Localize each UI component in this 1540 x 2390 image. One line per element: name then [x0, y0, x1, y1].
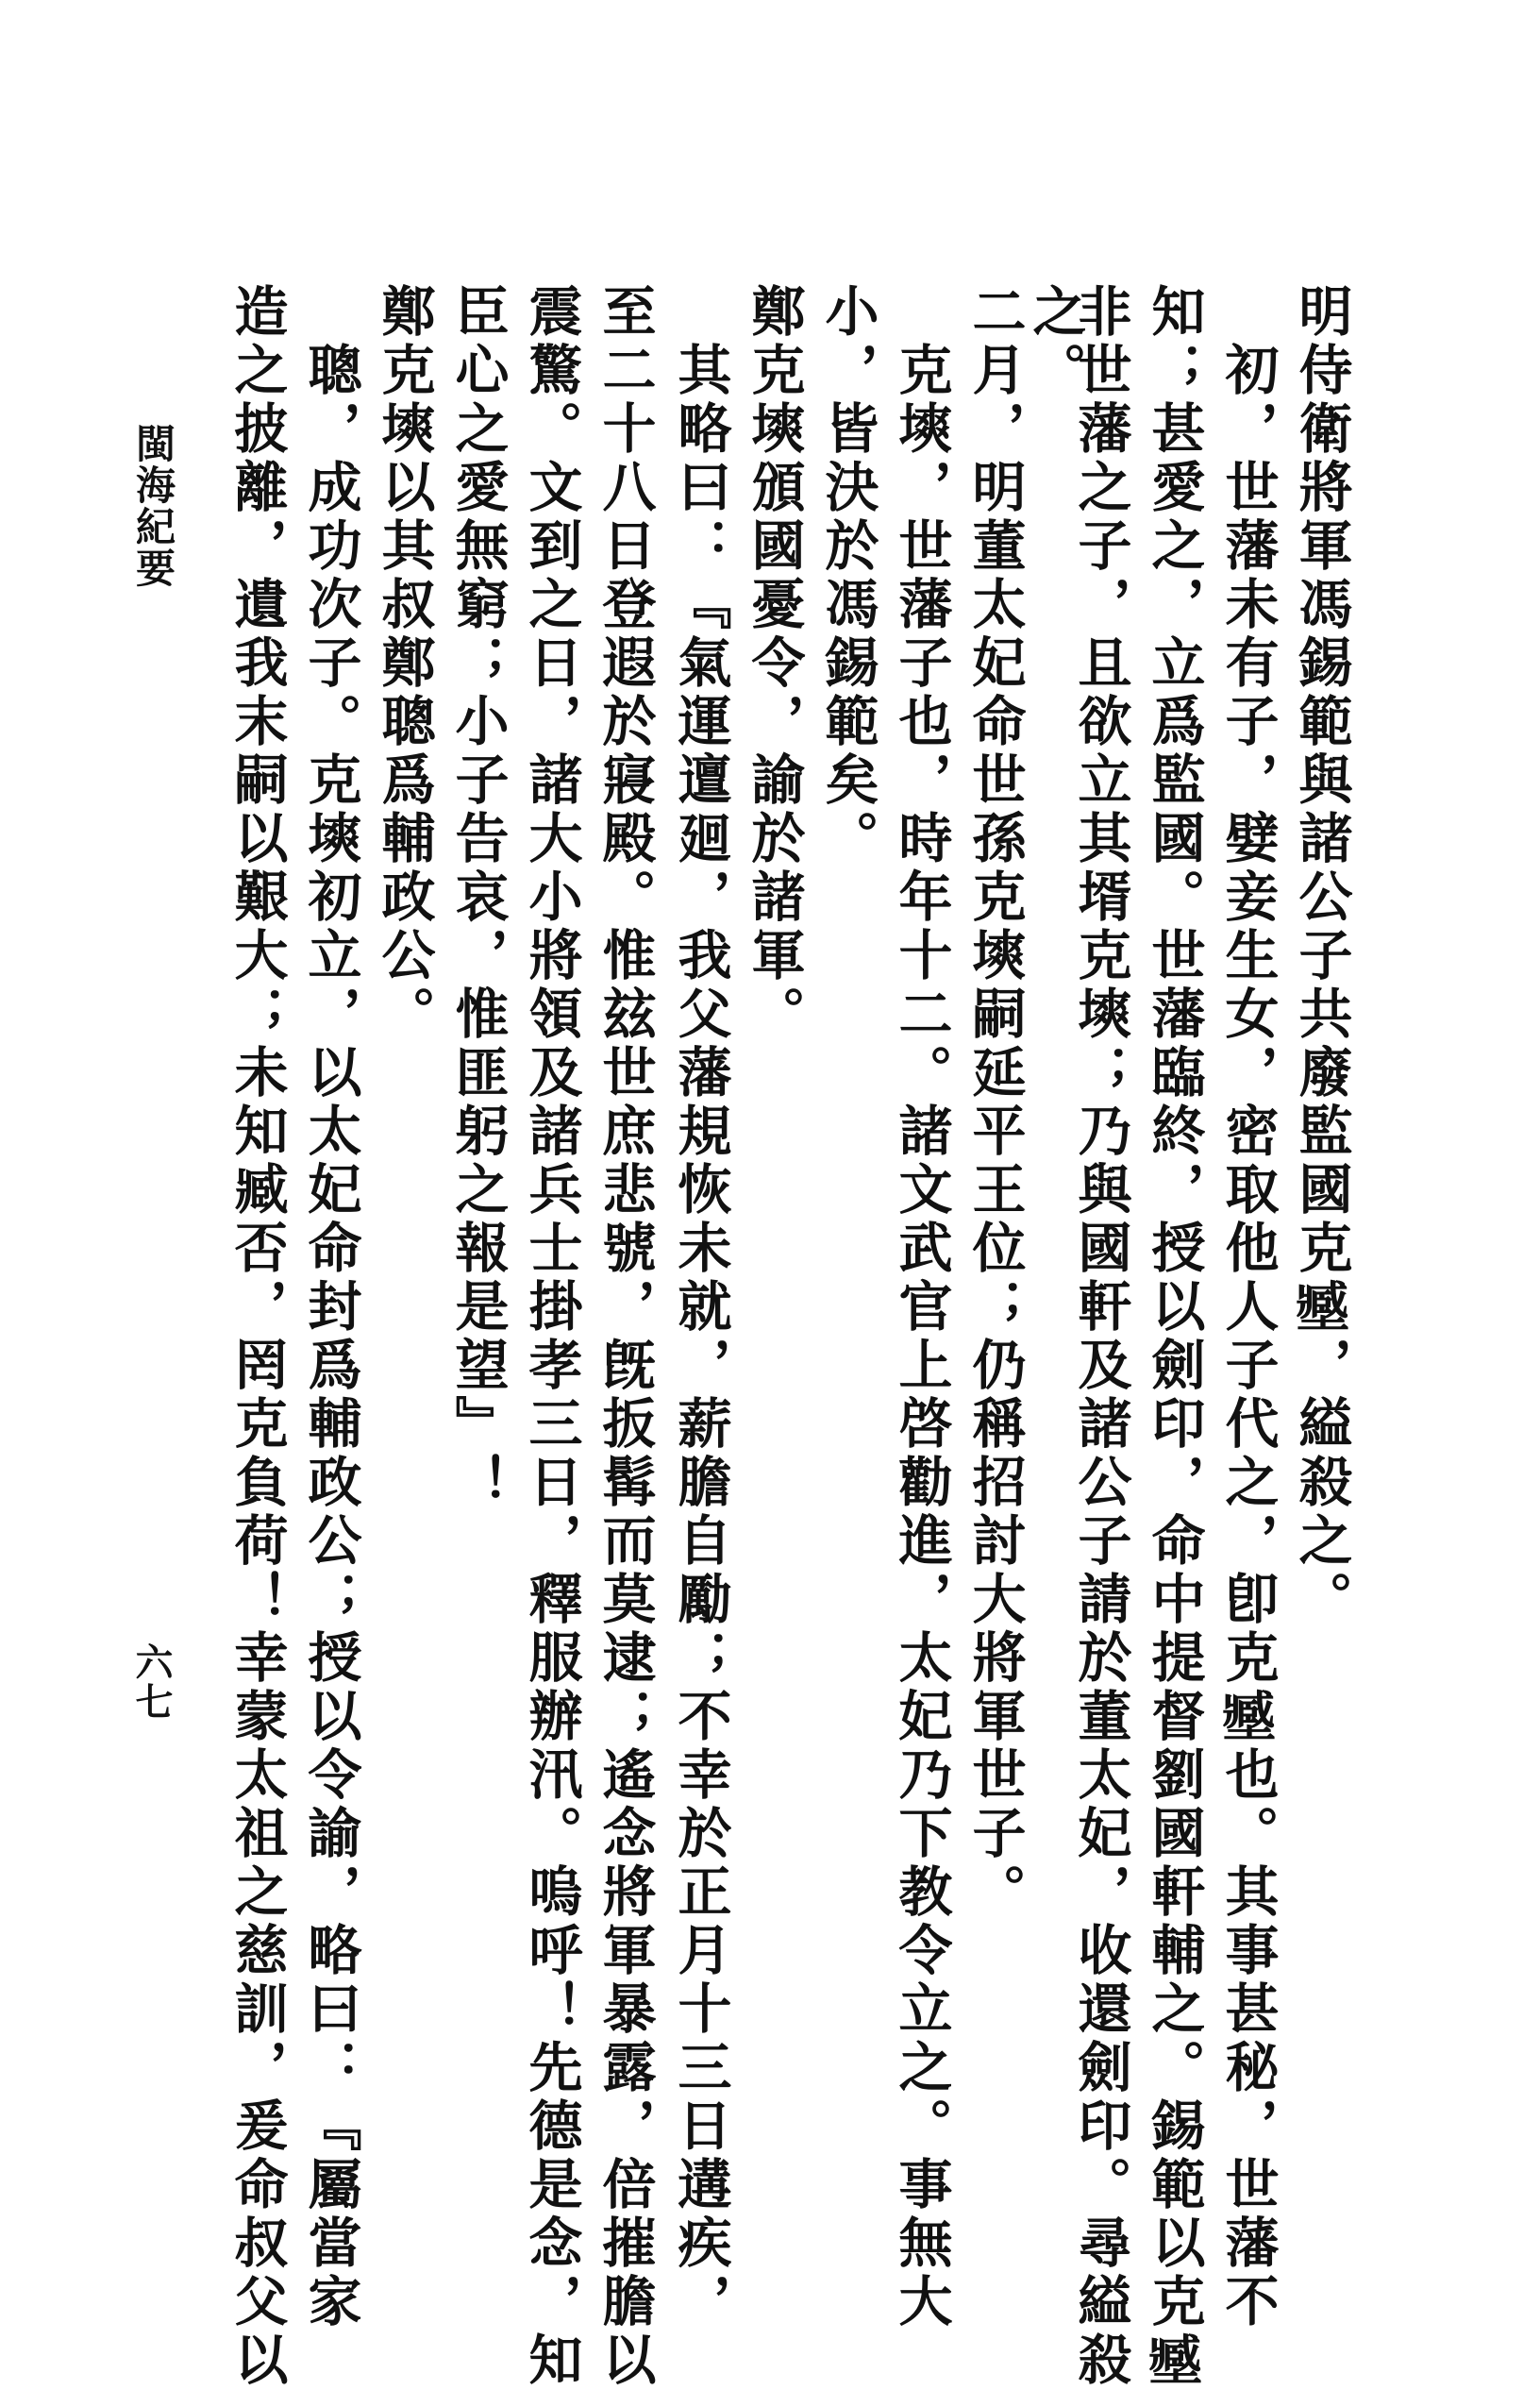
running-header-title: 閩海紀要: [130, 423, 176, 589]
text-column-2: 初，世藩未有子，嬖妾生女，密取他人子代之，卽克𡒉也。其事甚秘，世藩不: [1216, 283, 1280, 2331]
text-column-14: 鄭克塽以其叔鄭聰爲輔政公。: [373, 283, 436, 1044]
text-column-8: 小，皆決於馮錫範矣。: [816, 283, 879, 868]
text-column-11: 至二十八日登遐於寢殿。惟玆世庶悲號，旣扳髯而莫逮；遙念將軍暴露，倍摧膽以: [594, 283, 657, 2390]
text-column-1: 明侍衛將軍馮錫範與諸公子共廢監國克𡒉，縊殺之。: [1290, 283, 1353, 1629]
text-column-12: 震驚。文到之日，諸大小將領及諸兵士掛孝三日，釋服辦汛。嗚呼！先德是念，知: [520, 283, 583, 2390]
text-column-3: 知；甚愛之，立爲監國。世藩臨終，授以劍印，命中提督劉國軒輔之。錫範以克𡒉: [1143, 283, 1206, 2390]
text-column-15: 聰，成功次子。克塽初立，以太妃命封爲輔政公；授以令諭，略曰：『屬當家: [299, 283, 362, 2331]
text-column-5: 之。: [1024, 283, 1087, 400]
text-column-10: 其略曰：『氣運邅廻，我父藩規恢未就，薪膽自勵；不幸於正月十三日遘疾，: [669, 283, 732, 2331]
text-column-7: 克塽，世藩子也，時年十二。諸文武官上啓勸進，太妃乃下教令立之。事無大: [890, 283, 953, 2331]
text-column-9: 鄭克塽頒國憂令，諭於諸軍。: [743, 283, 806, 1044]
text-column-4: 非世藩之子，且欲立其壻克塽；乃與國軒及諸公子請於董太妃，收還劍印。尋縊殺: [1069, 283, 1132, 2390]
text-column-16: 造之披離，遺我末嗣以艱大；未知臧否，罔克負荷！幸蒙太祖之慈訓，爰命叔父以: [226, 283, 289, 2390]
text-column-13: 臣心之愛無窮；小子告哀，惟匪躬之報是望』！: [446, 283, 510, 1512]
page-number: 六七: [129, 1642, 174, 1722]
text-column-6: 二月，明董太妃命世孫克塽嗣延平王位；仍稱招討大將軍世子。: [963, 283, 1027, 1922]
